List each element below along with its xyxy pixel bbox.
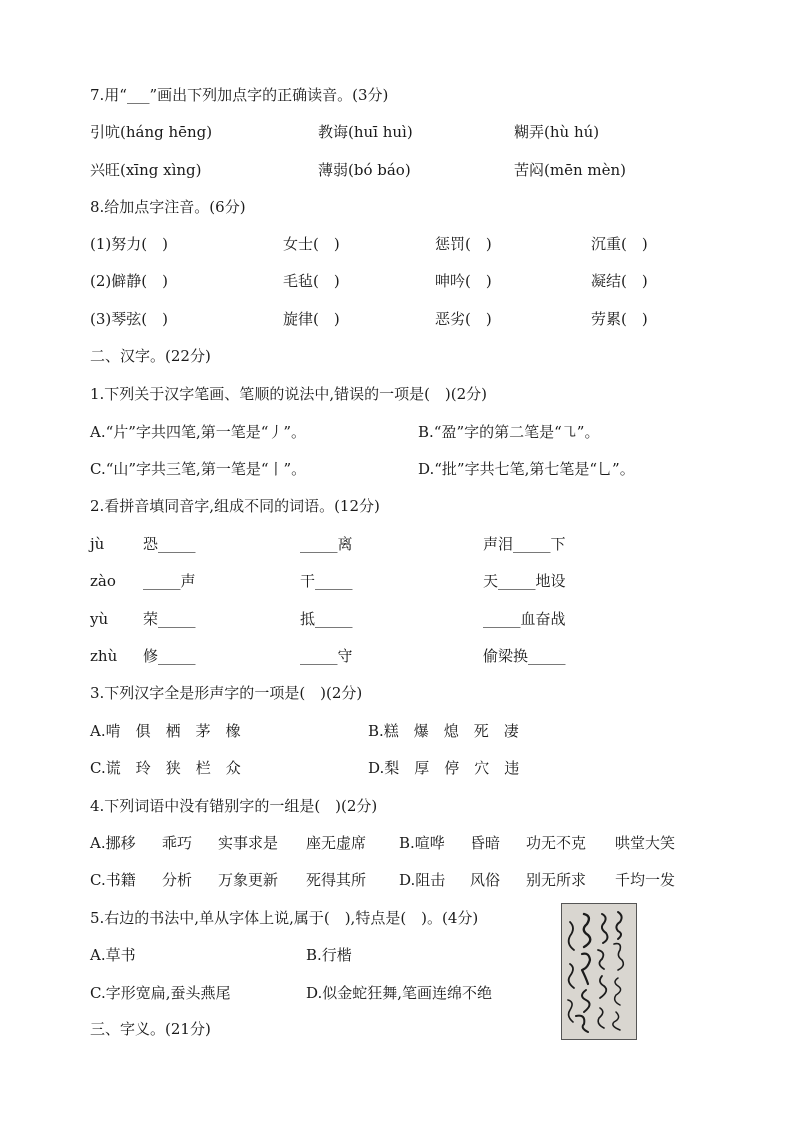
q7-option: 教诲(huī huì) <box>318 123 413 141</box>
s2-q2-title: 2.看拼音填同音字,组成不同的词语。(12分) <box>90 497 380 515</box>
q7-option: 引吭(háng hēng) <box>90 123 213 141</box>
q7-option: 苦闷(mēn mèn) <box>514 161 626 179</box>
s2-q4-title: 4.下列词语中没有错别字的一组是( )(2分) <box>90 797 378 815</box>
s2-q1-options-1: A.“片”字共四笔,第一笔是“丿”。 B.“盈”字的第二笔是“㇈”。 <box>90 423 600 441</box>
q7-row-1 <box>0 118 794 146</box>
q7-option: 薄弱(bó báo) <box>318 161 411 179</box>
q8-row-3: (3)琴弦( ) 旋律( ) 恶劣( ) 劳累( ) <box>90 310 648 328</box>
q7-option: 兴旺(xīng xìng) <box>90 161 202 179</box>
s2-q5-title: 5.右边的书法中,单从字体上说,属于( ),特点是( )。(4分) <box>90 909 479 927</box>
s2-q1-options-2: C.“山”字共三笔,第一笔是“丨”。 D.“批”字共七笔,第七笔是“乚”。 <box>90 460 635 478</box>
s2-q5-options-1: A.草书 B.行楷 <box>90 946 352 964</box>
q8-row-1: (1)努力( ) 女士( ) 惩罚( ) 沉重( ) <box>90 235 648 253</box>
s2-q4-row-1: A.挪移 乖巧 实事求是 座无虚席 B.喧哗 昏暗 功无不克 哄堂大笑 <box>90 834 676 852</box>
s2-q2-row-3: yù 荣_____ 抵_____ _____血奋战 <box>90 610 566 628</box>
q7-title: 7.用“___”画出下列加点字的正确读音。(3分) <box>90 86 389 104</box>
q7-option: 糊弄(hù hú) <box>514 123 600 141</box>
s2-q2-row-2: zào _____声 干_____ 天_____地设 <box>90 572 566 590</box>
q8-title: 8.给加点字注音。(6分) <box>90 198 246 216</box>
s2-q4-row-2: C.书籍 分析 万象更新 死得其所 D.阻击 风俗 别无所求 千均一发 <box>90 871 676 889</box>
section-3-title: 三、字义。(21分) <box>90 1020 211 1038</box>
q7-row-2 <box>0 156 794 184</box>
q8-row-2: (2)僻静( ) 毛毡( ) 呻吟( ) 凝结( ) <box>90 272 648 290</box>
s2-q5-options-2: C.字形宽扁,蚕头燕尾 D.似金蛇狂舞,笔画连绵不绝 <box>90 984 493 1002</box>
s2-q3-options-2: C.谎 玲 狭 栏 众 D.梨 厚 停 穴 违 <box>90 759 520 777</box>
s2-q3-title: 3.下列汉字全是形声字的一项是( )(2分) <box>90 684 363 702</box>
s2-q2-row-4: zhù 修_____ _____守 偷梁换_____ <box>90 647 566 665</box>
s2-q1-title: 1.下列关于汉字笔画、笔顺的说法中,错误的一项是( )(2分) <box>90 385 488 403</box>
s2-q2-row-1: jù 恐_____ _____离 声泪_____下 <box>90 535 566 553</box>
s2-q3-options-1: A.啃 俱 栖 茅 橡 B.糕 爆 熄 死 凄 <box>90 722 519 740</box>
section-2-title: 二、汉字。(22分) <box>90 347 211 365</box>
